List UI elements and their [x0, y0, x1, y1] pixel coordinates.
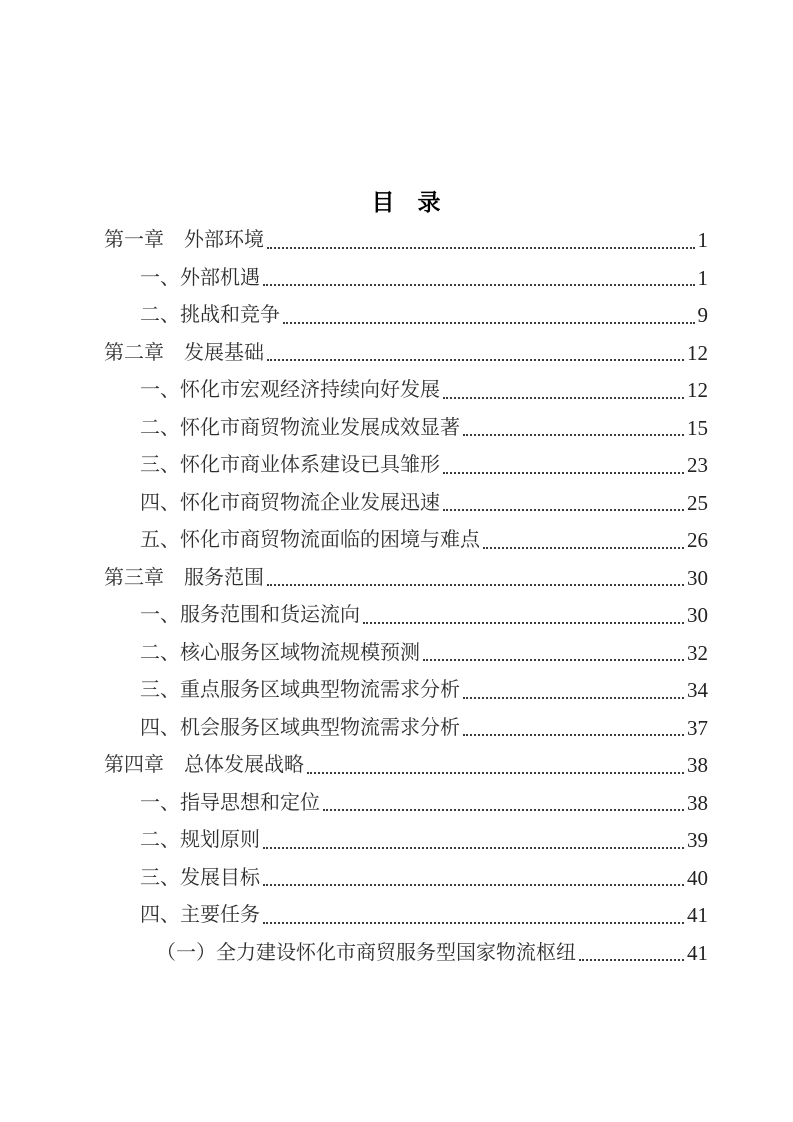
toc-entry[interactable]	[104, 372, 708, 410]
table-of-contents	[104, 183, 708, 972]
toc-entry-label: 一、服务范围和货运流向	[140, 604, 360, 626]
dot-leader	[263, 884, 684, 886]
toc-entry-label: 二、挑战和竞争	[140, 304, 280, 326]
toc-entry-label: 四、主要任务	[140, 904, 260, 926]
dot-leader	[443, 397, 684, 399]
toc-entry[interactable]	[104, 822, 708, 860]
toc-entry[interactable]	[104, 672, 708, 710]
toc-entry[interactable]	[104, 410, 708, 448]
dot-leader	[267, 247, 695, 249]
toc-entry-page: 26	[687, 528, 708, 552]
toc-entry-page: 39	[687, 828, 708, 852]
toc-entry-label: 一、指导思想和定位	[140, 791, 320, 814]
toc-entry[interactable]	[104, 597, 708, 635]
toc-entry-page: 38	[687, 753, 708, 777]
toc-list	[104, 222, 708, 972]
toc-entry-label: 二、怀化市商贸物流业发展成效显著	[140, 416, 460, 439]
toc-entry-label: 第一章 外部环境	[104, 229, 264, 251]
toc-entry-page: 25	[687, 490, 708, 515]
toc-entry-label: 一、怀化市宏观经济持续向好发展	[140, 379, 440, 401]
toc-entry[interactable]	[104, 935, 708, 973]
dot-leader	[423, 659, 684, 661]
toc-entry-page: 32	[687, 640, 708, 665]
toc-entry-page: 1	[697, 265, 708, 290]
toc-entry[interactable]	[104, 522, 708, 560]
toc-entry[interactable]	[104, 485, 708, 523]
dot-leader	[263, 284, 695, 286]
toc-entry[interactable]	[104, 785, 708, 823]
toc-entry[interactable]	[104, 297, 708, 335]
toc-entry-page: 15	[687, 415, 708, 440]
dot-leader	[443, 472, 684, 474]
toc-entry-page: 41	[687, 940, 708, 965]
toc-entry-label: （一）全力建设怀化市商贸服务型国家物流枢纽	[156, 941, 576, 964]
dot-leader	[307, 772, 684, 774]
toc-entry-label: 第二章 发展基础	[104, 341, 264, 364]
dot-leader	[463, 734, 684, 736]
toc-entry-label: 第三章 服务范围	[104, 566, 264, 589]
toc-entry-page: 9	[697, 303, 708, 327]
toc-entry[interactable]	[104, 897, 708, 935]
toc-entry[interactable]	[104, 635, 708, 673]
toc-entry-page: 40	[687, 865, 708, 890]
toc-entry-page: 38	[687, 790, 708, 815]
toc-entry-page: 12	[687, 378, 708, 402]
dot-leader	[579, 959, 684, 961]
toc-entry-page: 37	[687, 715, 708, 740]
toc-entry[interactable]	[104, 747, 708, 785]
toc-entry-label: 四、机会服务区域典型物流需求分析	[140, 716, 460, 739]
dot-leader	[267, 359, 684, 361]
toc-entry[interactable]	[104, 560, 708, 598]
dot-leader	[443, 509, 684, 511]
dot-leader	[363, 622, 684, 624]
dot-leader	[263, 922, 684, 924]
dot-leader	[463, 434, 684, 436]
toc-entry[interactable]	[104, 860, 708, 898]
dot-leader	[323, 809, 684, 811]
dot-leader	[263, 847, 684, 849]
toc-entry-label: 五、怀化市商贸物流面临的困境与难点	[140, 529, 480, 551]
toc-entry-label: 第四章 总体发展战略	[104, 754, 304, 776]
dot-leader	[463, 697, 684, 699]
toc-entry-page: 34	[687, 678, 708, 702]
toc-entry[interactable]	[104, 260, 708, 298]
toc-entry-page: 30	[687, 603, 708, 627]
toc-entry-label: 四、怀化市商贸物流企业发展迅速	[140, 491, 440, 514]
toc-entry[interactable]	[104, 335, 708, 373]
toc-title: 目 录	[371, 189, 441, 215]
toc-entry-label: 二、规划原则	[140, 829, 260, 851]
toc-entry[interactable]	[104, 710, 708, 748]
toc-entry-label: 二、核心服务区域物流规模预测	[140, 641, 420, 664]
dot-leader	[267, 584, 684, 586]
toc-entry-page: 23	[687, 453, 708, 477]
toc-entry[interactable]	[104, 222, 708, 260]
toc-entry-label: 三、发展目标	[140, 866, 260, 889]
toc-entry-page: 1	[697, 228, 708, 252]
toc-entry-page: 12	[687, 340, 708, 365]
toc-entry-label: 三、怀化市商业体系建设已具雏形	[140, 454, 440, 476]
dot-leader	[483, 547, 684, 549]
toc-entry-label: 一、外部机遇	[140, 266, 260, 289]
dot-leader	[283, 322, 695, 324]
toc-entry-label: 三、重点服务区域典型物流需求分析	[140, 679, 460, 701]
toc-entry-page: 41	[687, 903, 708, 927]
toc-entry[interactable]	[104, 447, 708, 485]
toc-entry-page: 30	[687, 565, 708, 590]
